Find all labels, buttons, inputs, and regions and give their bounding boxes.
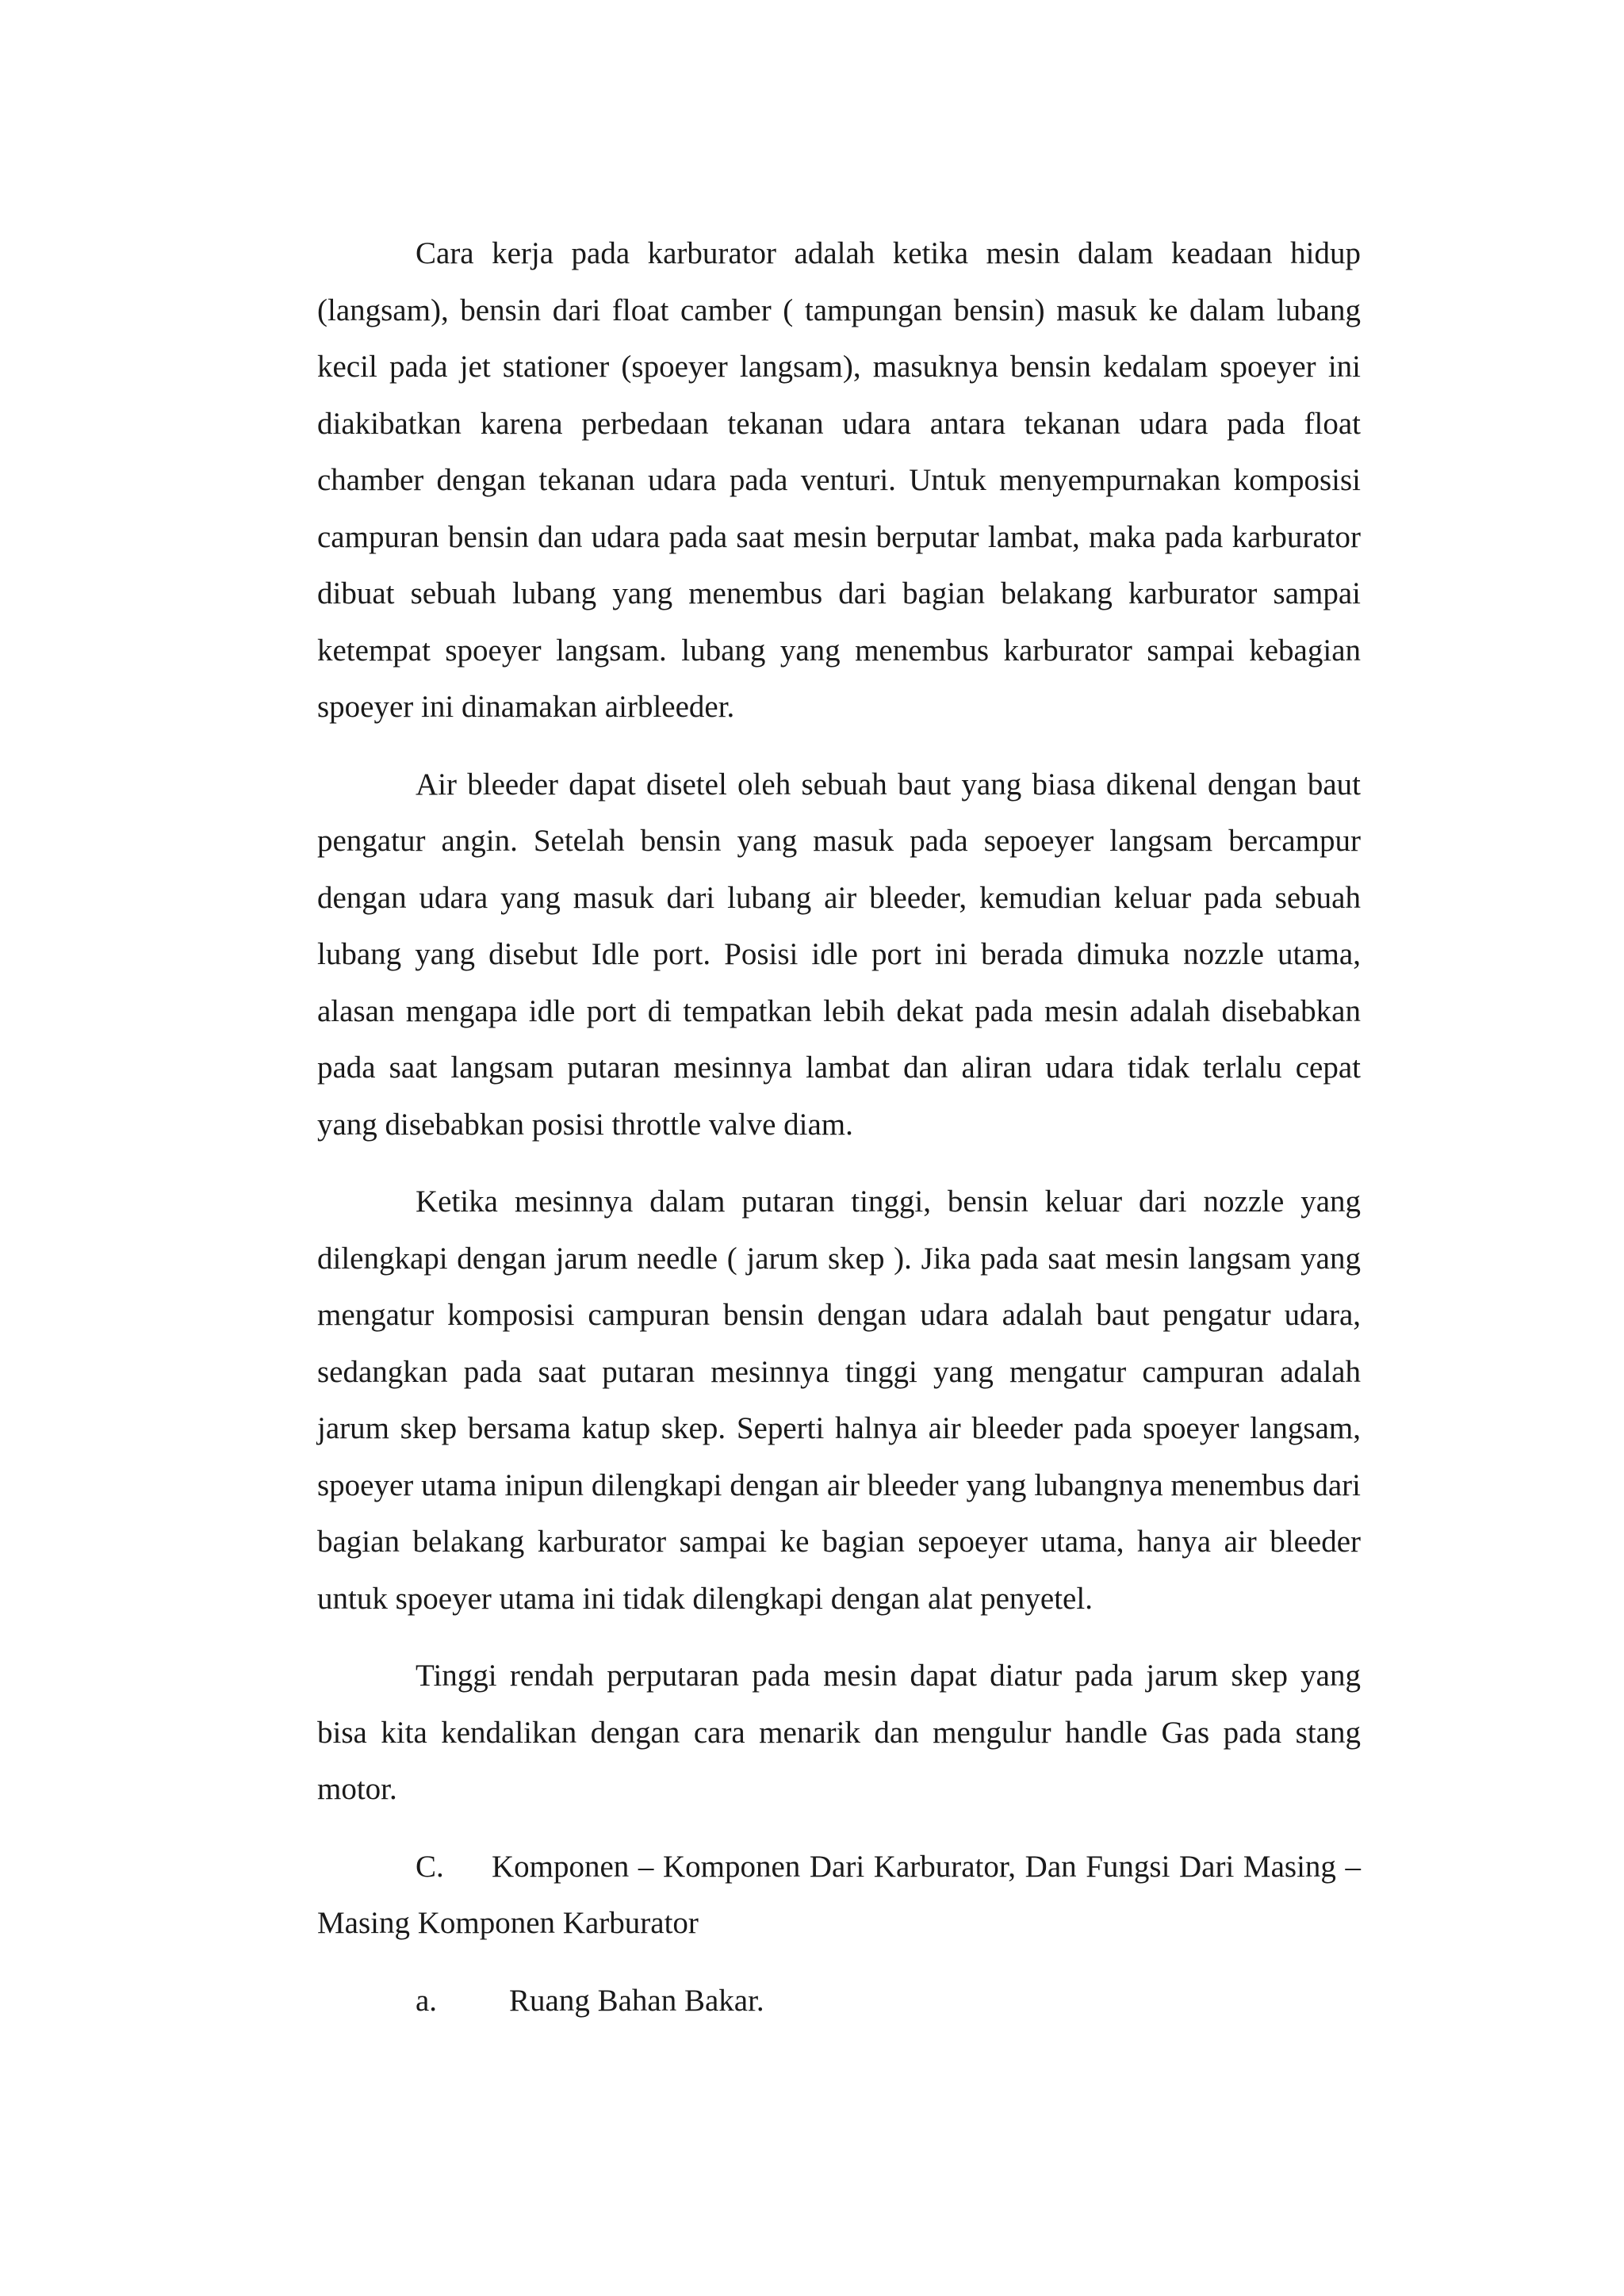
document-body — [317, 225, 1361, 2029]
subsection-title: Ruang Bahan Bakar. — [509, 1983, 764, 2018]
section-heading — [317, 1839, 1361, 1952]
paragraph-air-bleeder: Air bleeder dapat disetel oleh sebuah baut yang biasa dikenal dengan baut pengatur angin. Setelah bensin yang masuk pada sepoeyer langsam bercampur dengan udara yang masuk dari lubang air bleeder, kemudian keluar pada sebuah lubang yang disebut Idle port. Posisi idle port ini berada dimuka nozzle utama, alasan mengapa idle port di tempatkan lebih dekat pada mesin adalah disebabkan pada saat langsam putaran mesinnya lambat dan aliran udara tidak terlalu cepat yang disebabkan posisi throttle valve diam. — [317, 767, 1361, 1142]
section-number: C. — [416, 1849, 444, 1884]
paragraph-cara-kerja: Cara kerja pada karburator adalah ketika mesin dalam keadaan hidup (langsam), bensin dari float camber ( tampungan bensin) masuk ke dalam lubang kecil pada jet stationer (spoeyer langsam), masuknya bensin kedalam spoeyer ini diakibatkan karena perbedaan tekanan udara antara tekanan udara pada float chamber dengan tekanan udara pada venturi. Untuk menyempurnakan komposisi campuran bensin dan udara pada saat mesin berputar lambat, maka pada karburator dibuat sebuah lubang yang menembus dari bagian belakang karburator sampai ketempat spoeyer langsam. lubang yang menembus karburator sampai kebagian spoeyer ini dinamakan airbleeder. — [317, 236, 1361, 724]
section-title: Komponen – Komponen Dari Karburator, Dan Fungsi Dari Masing – Masing Komponen Karburator — [317, 1849, 1361, 1940]
paragraph-tinggi-rendah: Tinggi rendah perputaran pada mesin dapat diatur pada jarum skep yang bisa kita kendalikan dengan cara menarik dan mengulur handle Gas pada stang motor. — [317, 1659, 1361, 1806]
paragraph-putaran-tinggi: Ketika mesinnya dalam putaran tinggi, bensin keluar dari nozzle yang dilengkapi dengan jarum needle ( jarum skep ). Jika pada saat mesin langsam yang mengatur komposisi campuran bensin dengan udara adalah baut pengatur udara, sedangkan pada saat putaran mesinnya tinggi yang mengatur campuran adalah jarum skep bersama katup skep. Seperti halnya air bleeder pada spoeyer langsam, spoeyer utama inipun dilengkapi dengan air bleeder yang lubangnya menembus dari bagian belakang karburator sampai ke bagian sepoeyer utama, hanya air bleeder untuk spoeyer utama ini tidak dilengkapi dengan alat penyetel. — [317, 1184, 1361, 1616]
subsection-number: a. — [416, 1983, 438, 2018]
subsection-heading — [317, 1973, 1361, 2030]
